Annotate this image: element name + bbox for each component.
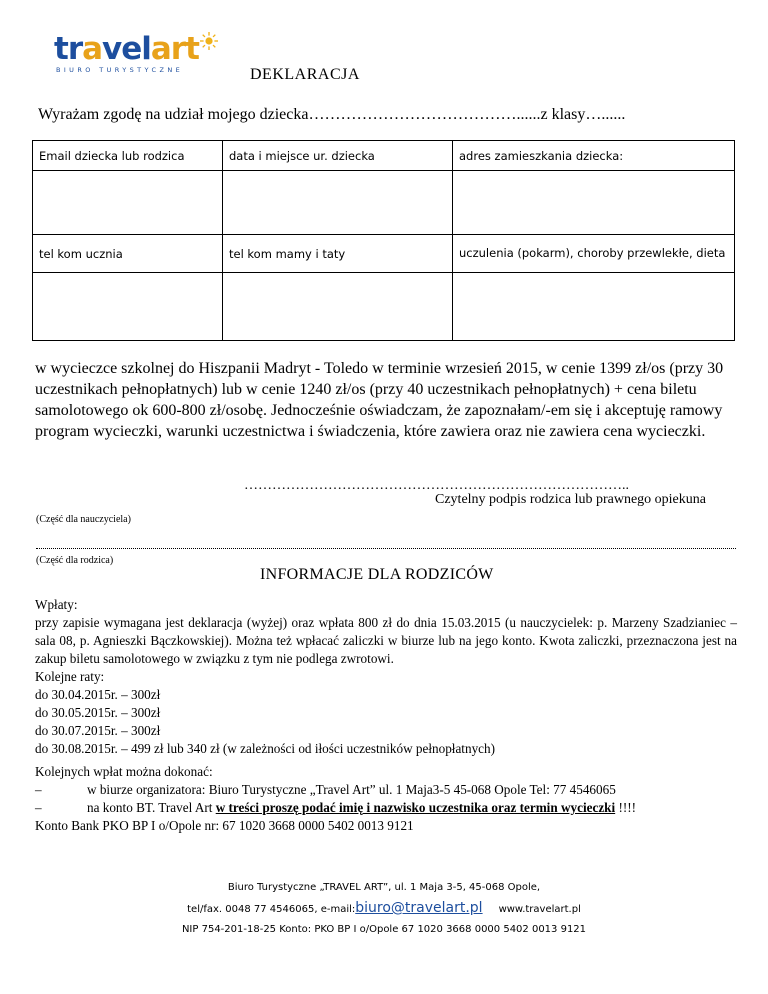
email-link[interactable]: biuro@travelart.pl [355, 900, 483, 916]
sun-icon [200, 32, 218, 50]
header-birth: data i miejsce ur. dziecka [223, 141, 453, 171]
input-email-cell[interactable] [33, 171, 223, 235]
payment-methods-title: Kolejnych wpłat można dokonać: [35, 764, 213, 779]
footer-account: NIP 754-201-18-25 Konto: PKO BP I o/Opole 67 1020 3668 0000 5402 0013 9121 [181, 924, 587, 935]
trip-description: w wycieczce szkolnej do Hiszpanii Madryt - Toledo w terminie wrzesień 2015, w cenie 1399 zł/os (przy 30 uczestnikach pełnopłatnych) lub w cenie 1240 zł/os (przy 40 uczestnikach pełnopłatnych) + cena biletu samolotowego ok 600-800 zł/osobę. Jednocześnie oświadczam, że zapoznałam/-em się i akceptuję ramowy program wycieczki, warunki uczestnictwa i świadczenia, które zawiera oraz nie zawiera cena wycieczki. [35, 360, 724, 440]
teacher-part-label: (Część dla nauczyciela) [36, 514, 131, 525]
header-student-phone: tel kom ucznia [33, 235, 223, 273]
header-parents-phone: tel kom mamy i taty [223, 235, 453, 273]
input-allergies-cell[interactable] [453, 273, 735, 341]
payments-text: przy zapisie wymagana jest deklaracja (wyżej) oraz wpłata 800 zł do dnia 15.03.2015 (u nauczycielek: p. Marzeny Szadzianiec – sala 08, p. Agnieszki Bączkowskiej). Można też wpłacać zaliczki w biurze lub na jego konto. Kwota zaliczki, przeznaczona jest na zakup biletu samolotowego w związku z tym nie podlega zwrotowi. [35, 615, 737, 666]
info-heading: INFORMACJE DLA RODZICÓW [260, 566, 494, 583]
payments-section [35, 596, 737, 758]
parent-part-label: (Część dla rodzica) [36, 555, 114, 566]
travelart-logo [50, 30, 210, 80]
consent-line: Wyrażam zgodę na udział mojego dziecka…………………………………......z klasy…...... [38, 106, 626, 123]
installments-title: Kolejne raty: [35, 669, 105, 684]
logo-wordmark: travelart [54, 31, 199, 67]
installment-item: do 30.05.2015r. – 300zł [35, 705, 161, 720]
footer [0, 878, 768, 940]
participant-form-table [32, 140, 735, 341]
payment-method-transfer: – na konto BT. Travel Art w treści proszę podać imię i nazwisko uczestnika oraz termin wycieczki !!!! [35, 800, 637, 815]
footer-address: Biuro Turystyczne „TRAVEL ART”, ul. 1 Maja 3-5, 45-068 Opole, [227, 882, 541, 893]
payments-title: Wpłaty: [35, 597, 78, 612]
input-parents-phone-cell[interactable] [223, 273, 453, 341]
document-title: DEKLARACJA [250, 66, 360, 83]
header-address: adres zamieszkania dziecka: [453, 141, 735, 171]
installment-item: do 30.08.2015r. – 499 zł lub 340 zł (w zależności od iłości uczestników pełnopłatnych) [35, 741, 495, 756]
input-address-cell[interactable] [453, 171, 735, 235]
header-email: Email dziecka lub rodzica [33, 141, 223, 171]
input-student-phone-cell[interactable] [33, 273, 223, 341]
logo-subtitle: BIURO TURYSTYCZNE [56, 66, 184, 74]
payment-methods [35, 763, 755, 835]
signature-label: Czytelny podpis rodzica lub prawnego opiekuna [435, 492, 706, 507]
cut-line [36, 536, 736, 549]
payment-method-office: – w biurze organizatora: Biuro Turystyczne „Travel Art” ul. 1 Maja3-5 45-068 Opole Tel: 77 4546065 [35, 782, 616, 797]
bank-account: Konto Bank PKO BP I o/Opole nr: 67 1020 3668 0000 5402 0013 9121 [35, 818, 414, 833]
header-allergies: uczulenia (pokarm), choroby przewlekłe, dieta [453, 235, 735, 273]
website-link[interactable]: www.travelart.pl [498, 904, 581, 915]
input-birth-cell[interactable] [223, 171, 453, 235]
footer-contact: tel/fax. 0048 77 4546065, e-mail:biuro@travelart.pl www.travelart.pl [187, 900, 581, 916]
installment-item: do 30.04.2015r. – 300zł [35, 687, 161, 702]
signature-line[interactable]: ……………………………………………………………………….. [244, 478, 629, 493]
installment-item: do 30.07.2015r. – 300zł [35, 723, 161, 738]
